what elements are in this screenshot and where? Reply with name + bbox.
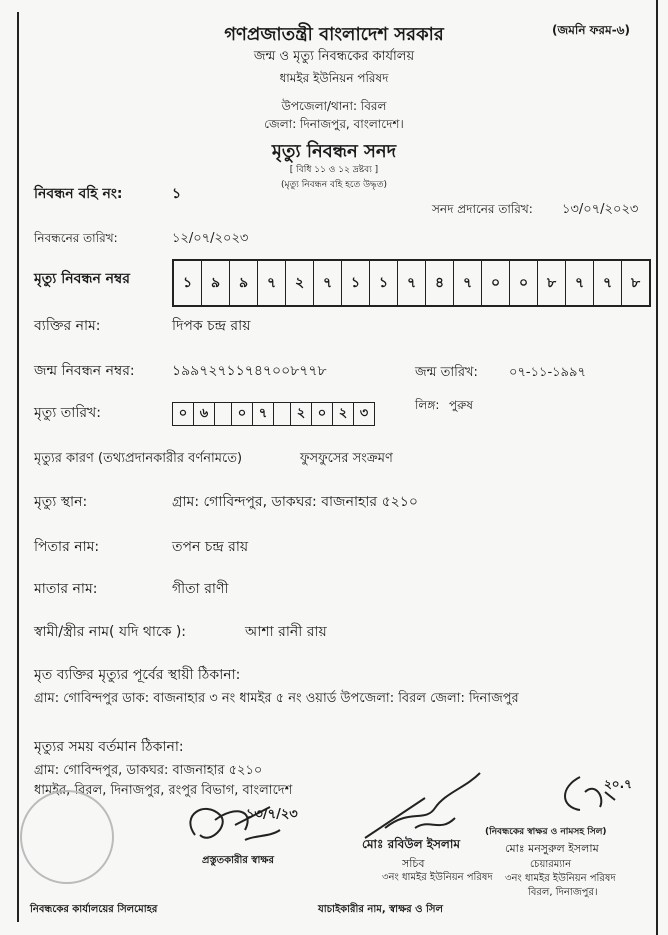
office-seal-caption: নিবন্ধকের কার্যালয়ের সিলমোহর <box>30 904 158 915</box>
reg-no-digit: ৮ <box>538 261 566 305</box>
registrar-signature <box>555 762 655 822</box>
reg-no-digit: ৪ <box>426 261 454 305</box>
dob-label: জন্ম তারিখ: <box>415 365 478 380</box>
father-value: তপন চন্দ্র রায় <box>172 539 249 555</box>
reg-no-digit: ৯ <box>202 261 230 305</box>
reg-no-digit: ৭ <box>454 261 482 305</box>
reg-date-label: নিবন্ধনের তারিখ: <box>34 231 118 245</box>
death-date-digit: ০ <box>173 403 194 425</box>
birth-reg-label: জন্ম নিবন্ধন নম্বর: <box>34 363 135 379</box>
death-date-digit: ২ <box>291 403 312 425</box>
reg-no-digit: ৭ <box>258 261 286 305</box>
registrar-name: মোঃ মনসুরুল ইসলাম <box>505 842 599 855</box>
registrar-caption: (নিবন্ধকের স্বাক্ষর ও নামসহ সিল) <box>485 827 607 837</box>
mother-value: গীতা রাণী <box>172 581 229 597</box>
death-date-digit: ০ <box>312 403 333 425</box>
present-address-line1: গ্রাম: গোবিন্দপুর, ডাকঘর: বাজনাহার ৫২১০ <box>34 763 263 778</box>
office-name: জন্ম ও মৃত্যু নিবন্ধকের কার্যালয় <box>253 49 415 64</box>
spouse-value: আশা রানী রায় <box>245 624 327 640</box>
government-heading: গণপ্রজাতন্ত্রী বাংলাদেশ সরকার <box>224 24 444 45</box>
place-label: মৃত্যু স্থান: <box>34 494 88 510</box>
preparer-caption: প্রস্তুতকারীর স্বাক্ষর <box>202 855 274 866</box>
verifier-caption: যাচাইকারীর নাম, স্বাক্ষর ও সিল <box>318 904 443 915</box>
perm-address-value: গ্রাম: গোবিন্দপুর ডাক: বাজনাহার ৩ নং ধামইর ৫ নং ওয়ার্ড উপজেলা: বিরল জেলা: দিনাজপুর <box>34 691 519 706</box>
name-label: ব্যক্তির নাম: <box>34 318 101 334</box>
reg-no-digit: ৭ <box>398 261 426 305</box>
chairman-date: ২০.৭ <box>604 777 632 791</box>
dob-value: ০৭-১১-১৯৯৭ <box>509 365 586 380</box>
name-value: দিপক চন্দ্র রায় <box>172 318 251 334</box>
death-date-digit: ৭ <box>253 403 274 425</box>
sex-label: লিঙ্গ: <box>415 398 440 412</box>
cause-value: ফুসফুসের সংক্রমণ <box>300 451 393 466</box>
rule-reference: [ বিধি ১১ ও ১২ দ্রষ্টব্য ] <box>289 165 379 175</box>
secretary-title: সচিব <box>402 857 425 870</box>
reg-no-digit: ২ <box>286 261 314 305</box>
perm-address-label: মৃত ব্যক্তির মৃত্যুর পূর্বের স্থায়ী ঠিকানা: <box>34 667 241 683</box>
death-date-grid <box>172 402 375 426</box>
death-date-digit: ০ <box>232 403 253 425</box>
upazila: উপজেলা/থানা: বিরল <box>281 99 387 113</box>
place-value: গ্রাম: গোবিন্দপুর, ডাকঘর: বাজনাহার ৫২১০ <box>172 494 418 510</box>
right-border <box>656 0 658 935</box>
reg-no-digit: ৮ <box>630 275 641 291</box>
registrar-union: ৩নং ধামইর ইউনিয়ন পরিষদ <box>505 873 616 884</box>
reg-no-digit: ০ <box>482 261 510 305</box>
present-address-line2: ধামইর, বিরল, দিনাজপুর, রংপুর বিভাগ, বাংলাদেশ <box>34 783 293 798</box>
secretary-union: ৩নং ধামইর ইউনিয়ন পরিষদ <box>382 872 493 883</box>
certificate-title: মৃত্যু নিবন্ধন সনদ <box>271 141 397 162</box>
book-no-value: ১ <box>172 186 182 202</box>
death-date-digit: ২ <box>333 403 354 425</box>
birth-reg-value: ১৯৯৭২৭১১৭৪৭০০৮৭৭৮ <box>172 363 327 379</box>
reg-no-digit: ০ <box>510 261 538 305</box>
reg-no-digit: ৭ <box>594 261 622 305</box>
extract-note: (মৃত্যু নিবন্ধন বহি হতে উদ্ধৃত) <box>280 180 388 190</box>
date-separator <box>215 403 232 425</box>
preparer-date: ১৩/৭/২৩ <box>246 807 298 822</box>
registrar-place: বিরল, দিনাজপুর। <box>528 887 598 898</box>
secretary-name: মোঃ রবিউল ইসলাম <box>362 837 461 851</box>
reg-no-digit: ৯ <box>230 261 258 305</box>
mother-label: মাতার নাম: <box>34 581 98 597</box>
reg-no-digit: ১ <box>342 261 370 305</box>
death-date-label: মৃত্যু তারিখ: <box>34 405 101 421</box>
reg-date-value: ১২/০৭/২০২৩ <box>172 231 249 246</box>
father-label: পিতার নাম: <box>34 539 100 555</box>
secretary-signature <box>355 768 485 851</box>
form-number: (জমনি ফরম-৬) <box>552 23 630 37</box>
office-seal-stamp <box>20 790 114 884</box>
reg-no-digit: ১ <box>370 261 398 305</box>
death-date-digit: ৬ <box>194 403 215 425</box>
spouse-label: স্বামী/স্ত্রীর নাম( যদি থাকে ): <box>34 624 187 640</box>
reg-no-label: মৃত্যু নিবন্ধন নম্বর <box>34 271 130 287</box>
issue-date-value: ১৩/০৭/২০২৩ <box>562 202 639 217</box>
reg-no-digit: ৭ <box>566 261 594 305</box>
reg-no-grid <box>172 259 651 307</box>
registrar-title: চেয়ারম্যান <box>530 859 572 870</box>
reg-no-digit: ৭ <box>314 261 342 305</box>
union-name: ধামইর ইউনিয়ন পরিষদ <box>279 71 389 85</box>
district: জেলা: দিনাজপুর, বাংলাদেশ। <box>264 117 404 131</box>
death-date-digit: ৩ <box>359 405 369 421</box>
sex-value: পুরুষ <box>449 398 473 412</box>
issue-date-label: সনদ প্রদানের তারিখ: <box>432 202 533 216</box>
reg-no-digit: ১ <box>174 261 202 305</box>
book-no-label: নিবন্ধন বহি নং: <box>34 186 123 202</box>
date-separator <box>274 403 291 425</box>
cause-label: মৃত্যুর কারণ (তথ্যপ্রদানকারীর বর্ণনামতে) <box>34 451 243 466</box>
preparer-signature <box>175 795 285 855</box>
present-address-label: মৃত্যুর সময় বর্তমান ঠিকানা: <box>34 739 184 755</box>
